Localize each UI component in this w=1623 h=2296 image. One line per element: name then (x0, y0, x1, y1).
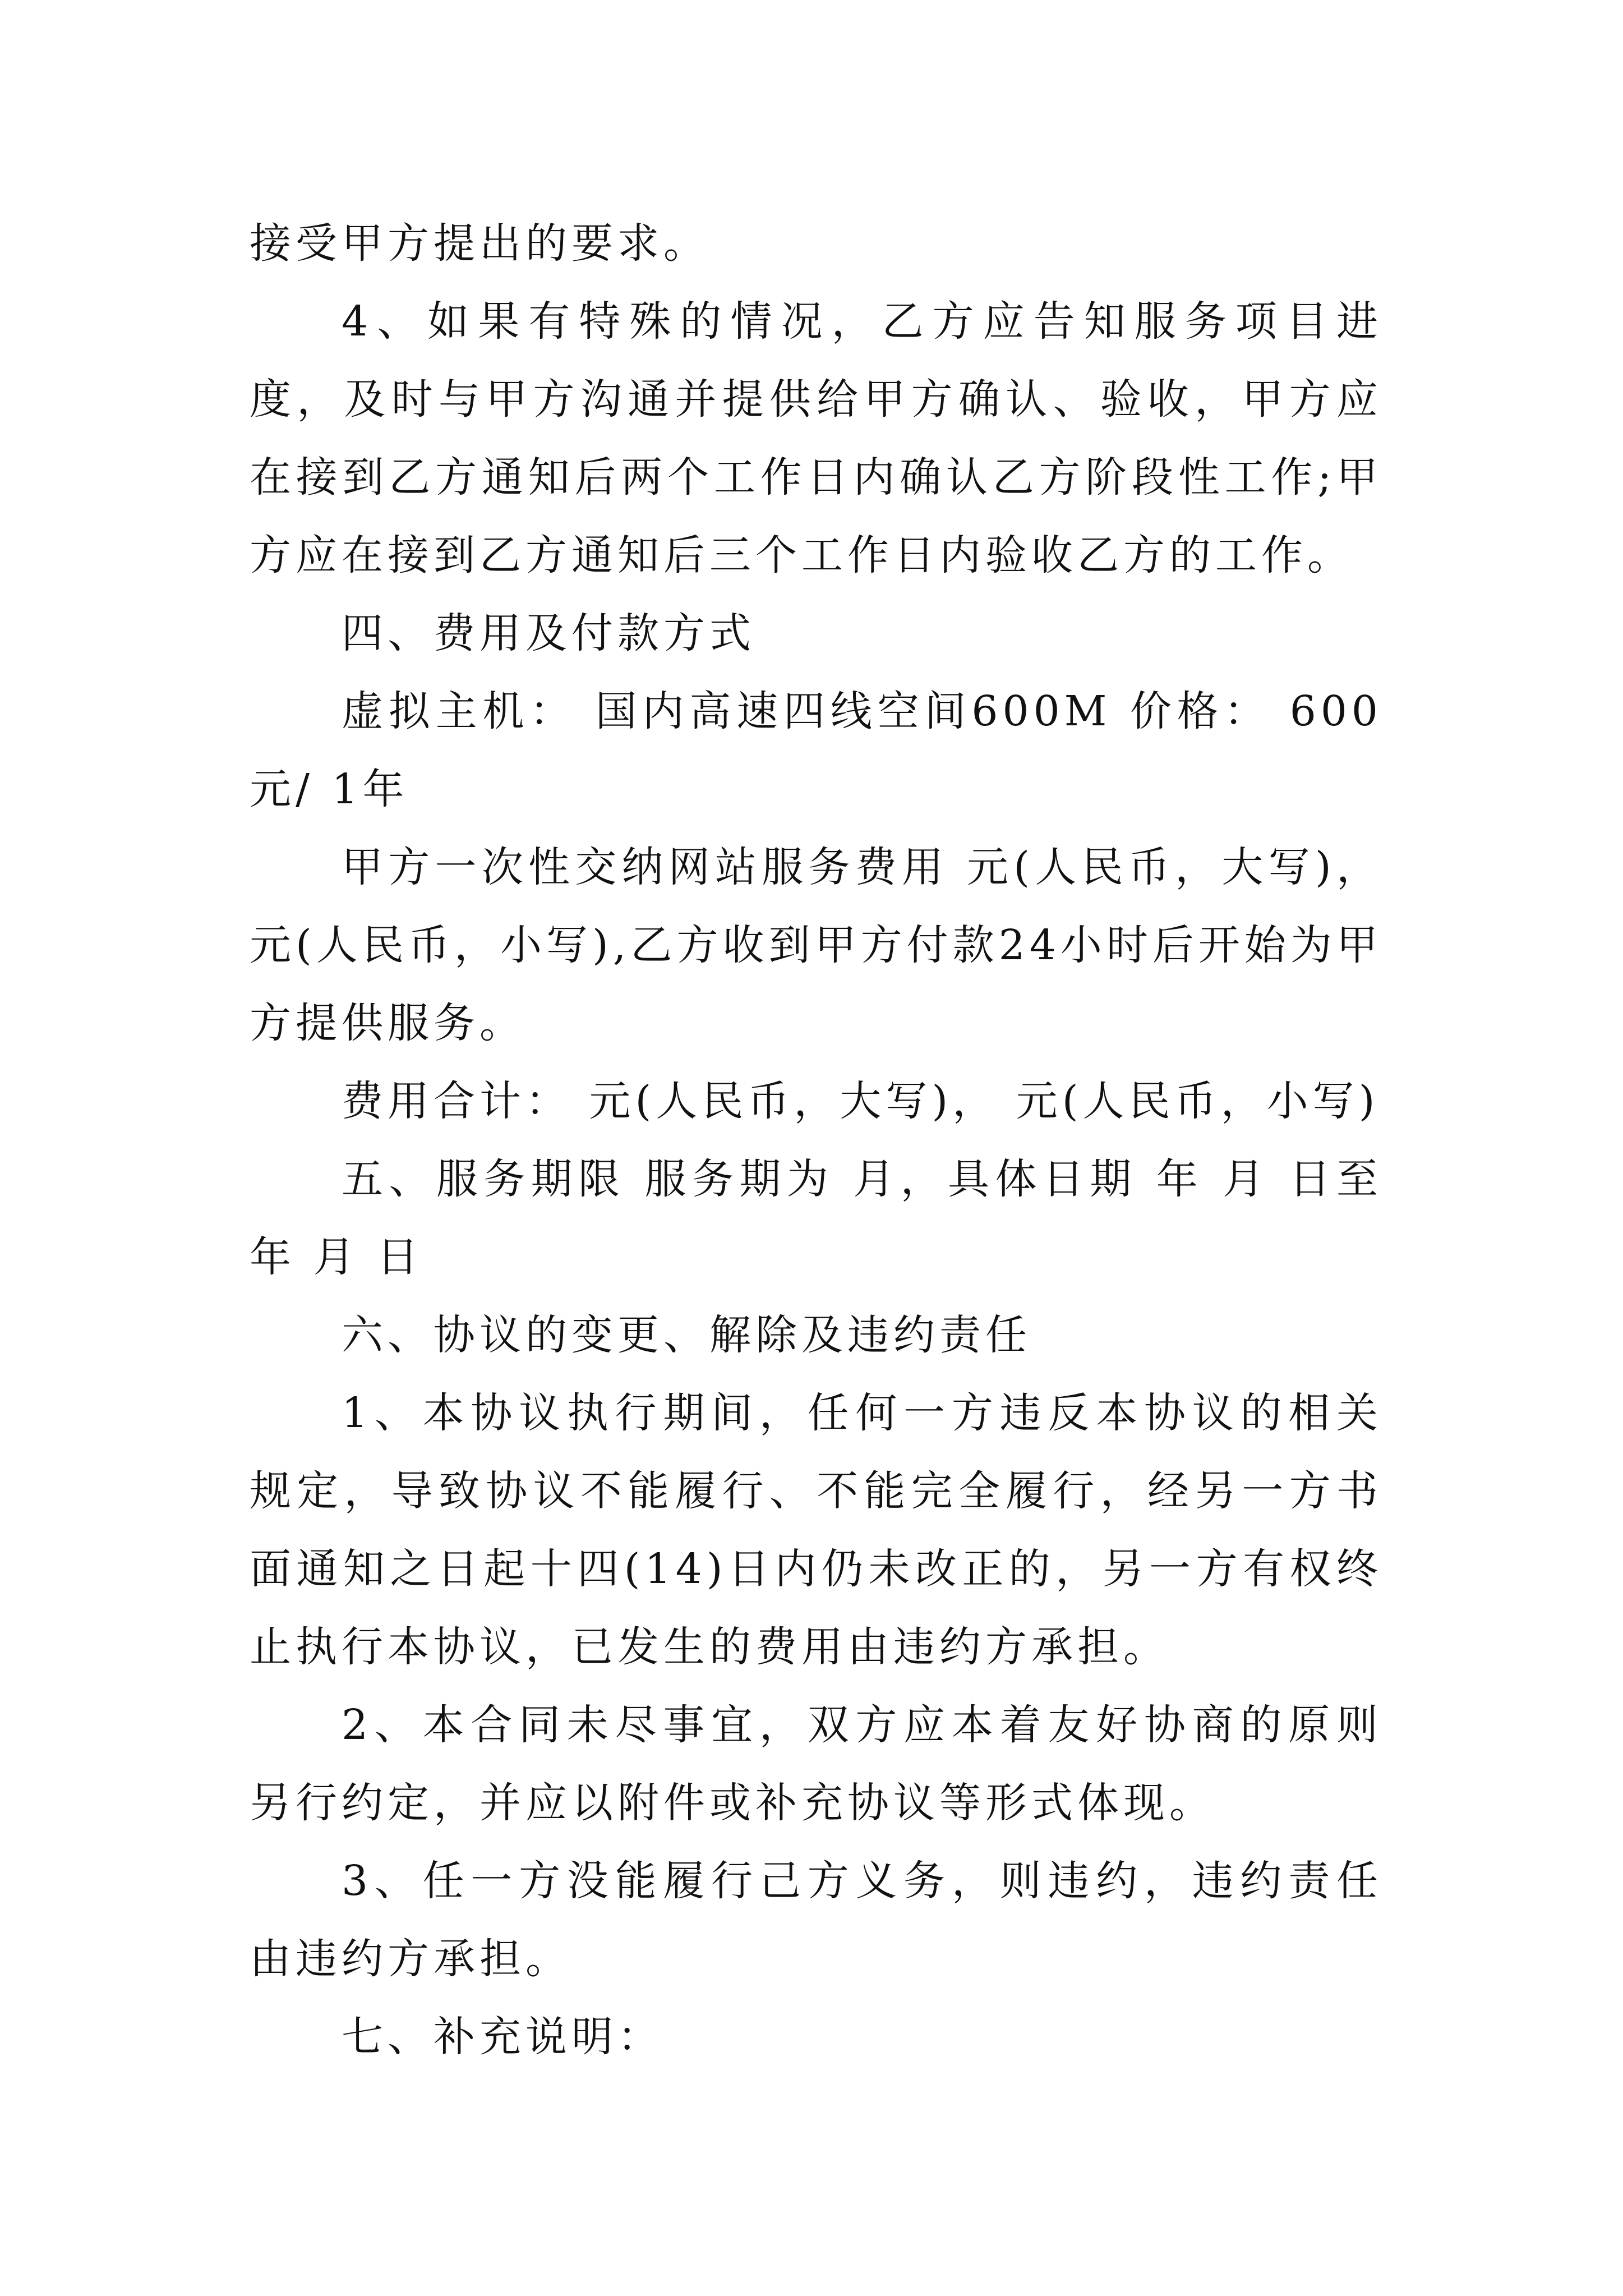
paragraph-one-time-fee: 甲方一次性交纳网站服务费用 元(人民币，大写)， 元(人民币，小写),乙方收到甲方付款24小时后开始为甲方提供服务。 (250, 843, 1382, 1047)
paragraph-fee-total: 费用合计： 元(人民币，大写)， 元(人民币，小写) (342, 1077, 1380, 1125)
section-heading-supplement: 七、补充说明： (342, 2013, 663, 2061)
paragraph-breach-1: 1、本协议执行期间，任何一方违反本协议的相关规定，导致协议不能履行、不能完全履行，经另一方书面通知之日起十四(14)日内仍未改正的，另一方有权终止执行本协议，已发生的费用由违约方承担。 (250, 1389, 1382, 1671)
section-service-term: 五、服务期限 服务期为 月，具体日期 年 月 日至 年 月 日 (250, 1155, 1382, 1281)
section-heading-changes: 六、协议的变更、解除及违约责任 (342, 1311, 1031, 1359)
paragraph-breach-3: 3、任一方没能履行己方义务，则违约，违约责任由违约方承担。 (250, 1857, 1382, 1983)
paragraph-continuation: 接受甲方提出的要求。 (250, 219, 709, 268)
paragraph-virtual-host: 虚拟主机： 国内高速四线空间600M 价格： 600 元/ 1年 (250, 687, 1382, 813)
section-heading-fees: 四、费用及付款方式 (342, 609, 755, 657)
paragraph-item-4: 4、如果有特殊的情况，乙方应告知服务项目进度，及时与甲方沟通并提供给甲方确认、验收，甲方应在接到乙方通知后两个工作日内确认乙方阶段性工作;甲方应在接到乙方通知后三个工作日内验收乙方的工作。 (250, 297, 1382, 579)
document-body (250, 205, 1382, 2076)
paragraph-breach-2: 2、本合同未尽事宜，双方应本着友好协商的原则另行约定，并应以附件或补充协议等形式体现。 (250, 1701, 1382, 1827)
